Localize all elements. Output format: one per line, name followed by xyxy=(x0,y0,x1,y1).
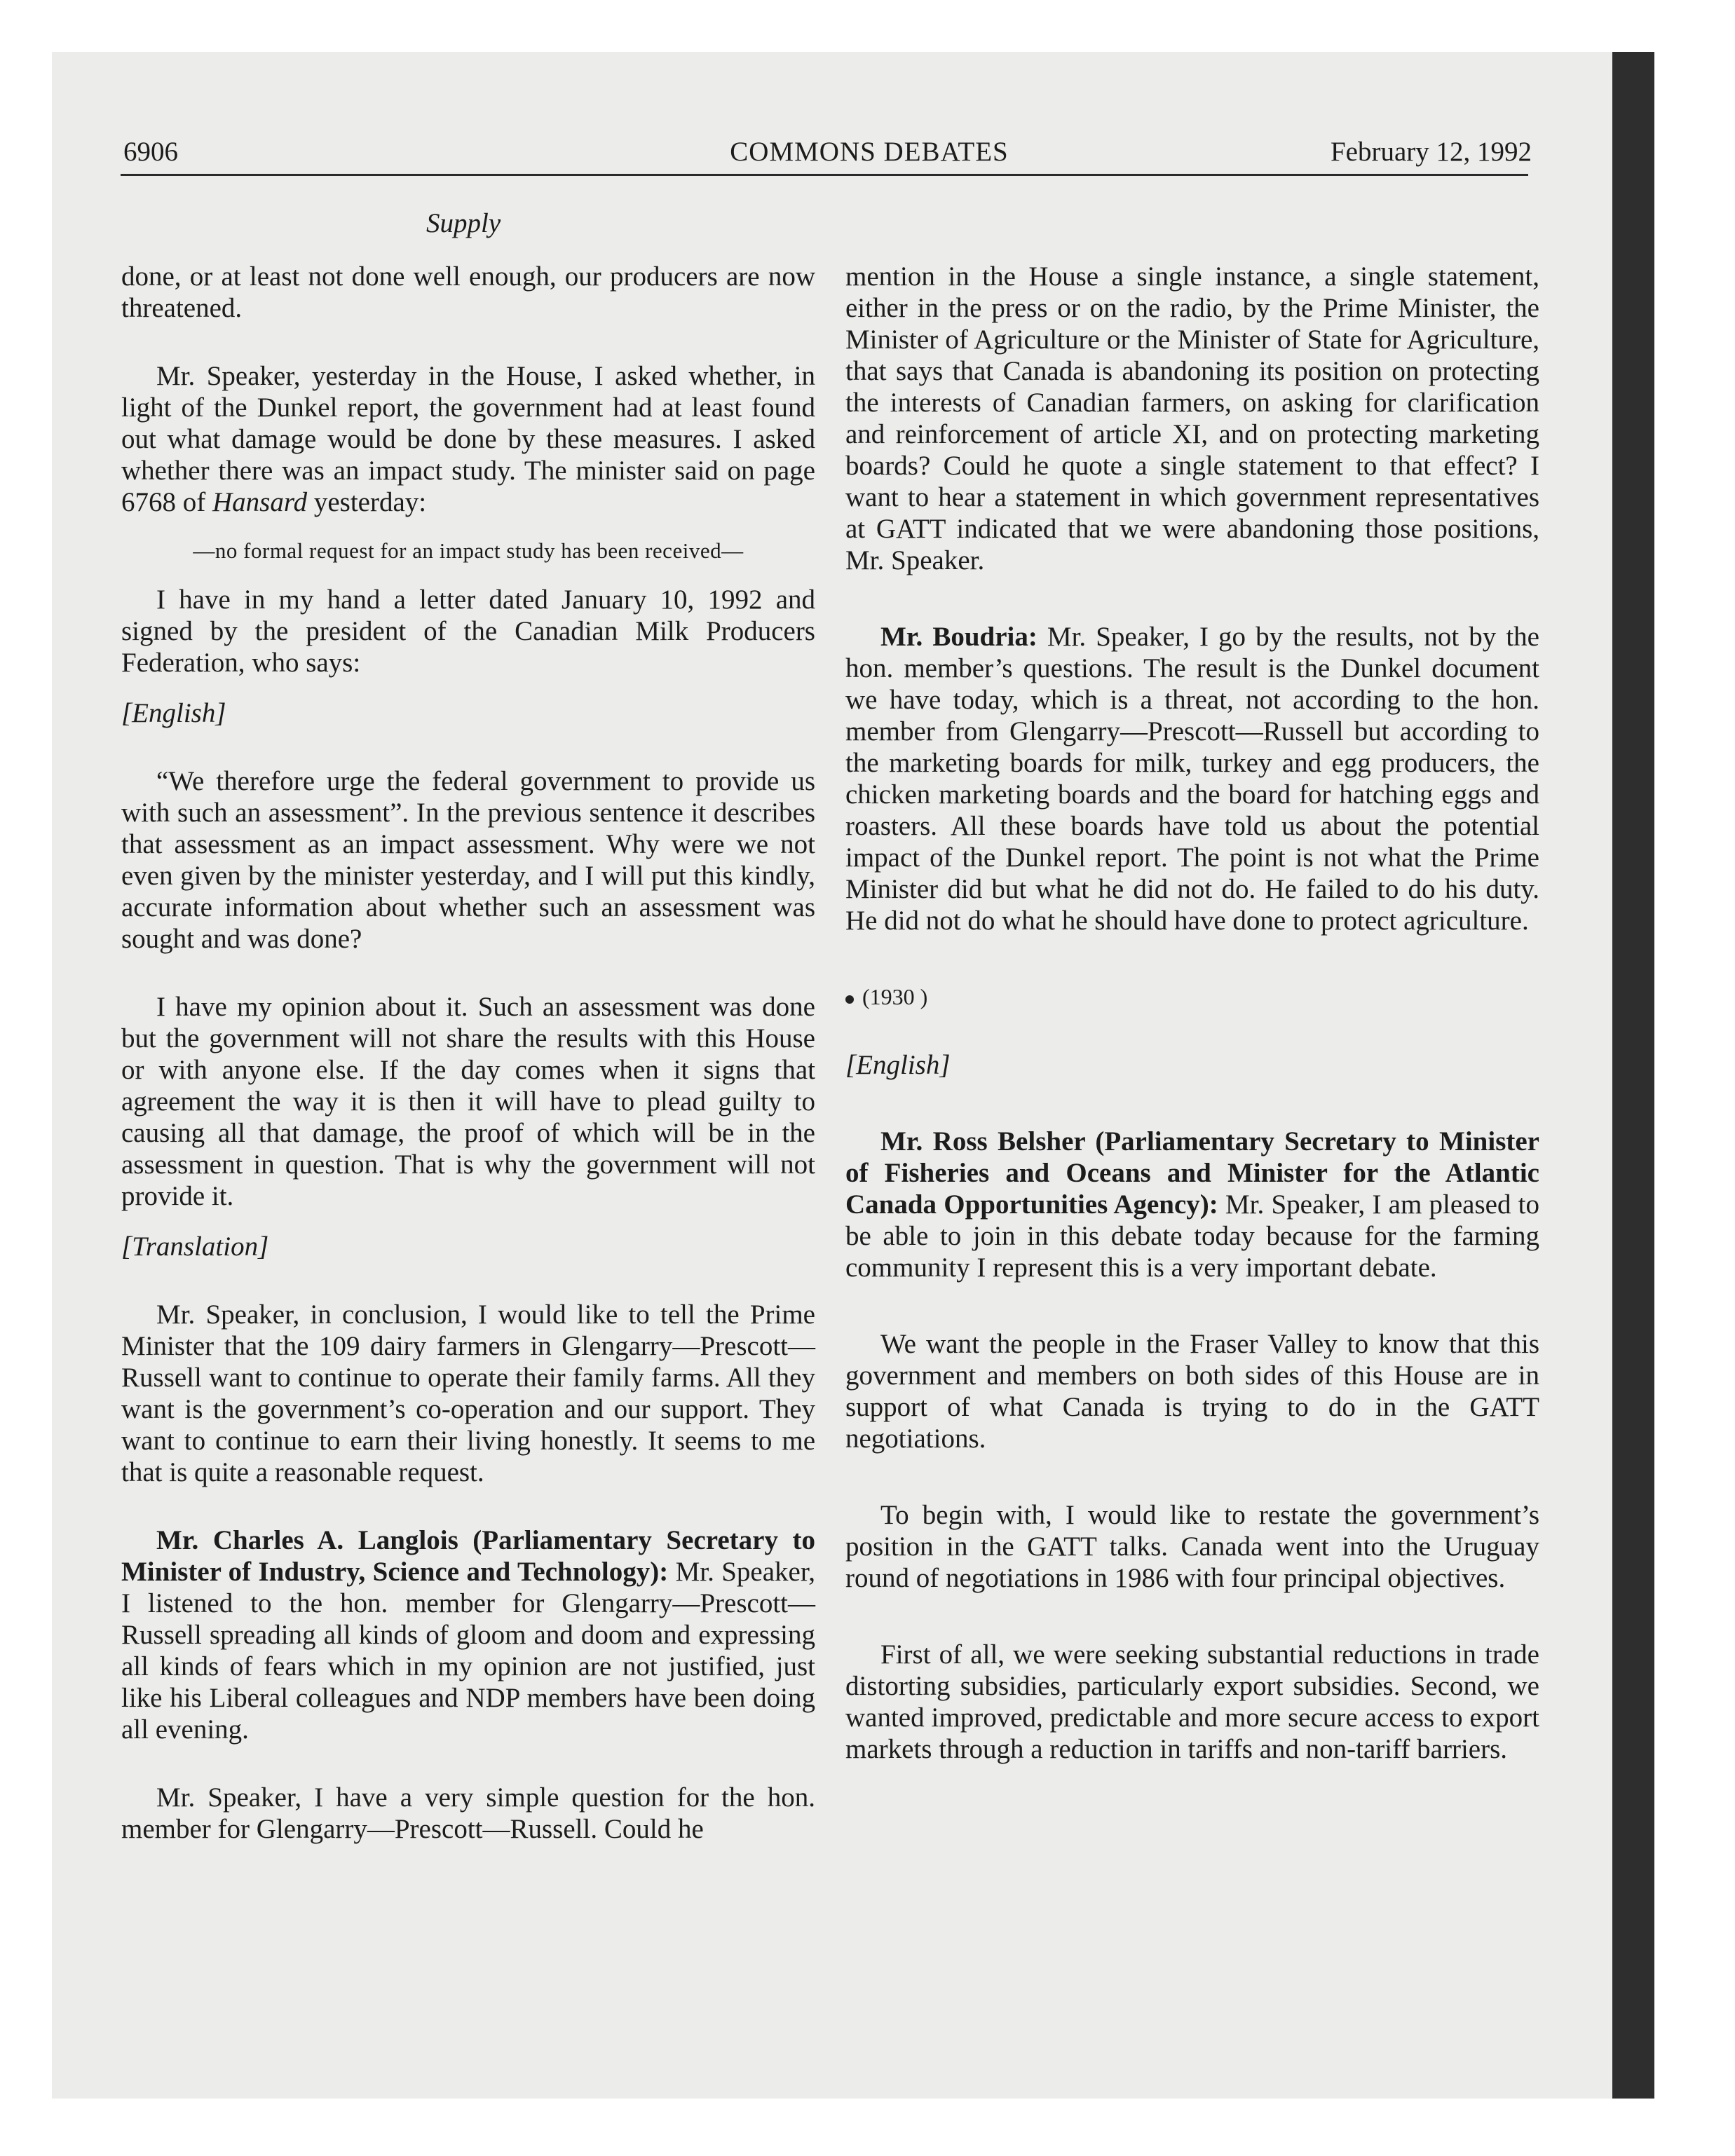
paragraph: Mr. Speaker, in conclusion, I would like to tell the Prime Minister that the 109 dairy farmers in Glengarry—Prescott—Russell want to continue to operate their family farms. All they want is the government’s co-operation and our support. They want to continue to earn their living honestly. It seems to me that is quite a reasonable request. xyxy=(121,1299,815,1487)
paragraph: Mr. Speaker, I have a very simple question for the hon. member for Glengarry—Prescott—Russell. Could he xyxy=(121,1782,815,1844)
language-marker: [English] xyxy=(845,1050,951,1080)
right-column xyxy=(845,261,1539,1765)
bullet-icon xyxy=(845,995,854,1004)
paragraph: Mr. Speaker, yesterday in the House, I asked whether, in light of the Dunkel report, the government had at least found out what damage would be done by these measures. I asked whether there was an impact study. The minister said on page 6768 of Hansard yesterday: xyxy=(121,361,815,517)
paragraph: I have my opinion about it. Such an assessment was done but the government will not share the results with this House or with anyone else. If the day comes when it signs that agreement the way it is then it will have to plead guilty to causing all that damage, the proof of which will be in the assessment in question. That is why the government will not provide it. xyxy=(121,992,815,1211)
speaker-name: Mr. Charles A. Langlois (Parliamentary Secretary to Minister of Industry, Science and Technology): xyxy=(121,1525,815,1587)
page-number: 6906 xyxy=(123,137,178,167)
italic-text: Hansard xyxy=(212,487,308,517)
paragraph: “We therefore urge the federal government to provide us with such an assessment”. In the previous sentence it describes that assessment as an impact assessment. Why were we not even given by the minister yesterday, and I will put this kindly, accurate information about whether such an assessment was sought and was done? xyxy=(121,766,815,954)
paragraph: First of all, we were seeking substantial reductions in trade distorting subsidies, particularly export subsidies. Second, we wanted improved, predictable and more secure access to export markets through a reduction in tariffs and non-tariff barriers. xyxy=(845,1639,1539,1764)
publication-title: COMMONS DEBATES xyxy=(730,137,1009,167)
section-heading: Supply xyxy=(426,208,501,238)
timestamp: (1930 ) xyxy=(845,981,1539,1013)
scan-edge-shadow xyxy=(1612,52,1654,2099)
block-quote: —no formal request for an impact study has been received— xyxy=(193,538,744,563)
left-column xyxy=(121,261,815,1845)
publication-date: February 12, 1992 xyxy=(1330,137,1532,167)
language-marker: [English] xyxy=(121,698,226,728)
language-marker: [Translation] xyxy=(121,1231,269,1262)
paragraph: We want the people in the Fraser Valley to know that this government and members on both sides of this House are in support of what Canada is trying to do in the GATT negotiations. xyxy=(845,1329,1539,1454)
paragraph: Mr. Ross Belsher (Parliamentary Secretary to Minister of Fisheries and Oceans and Minister for the Atlantic Canada Opportunities Agency): Mr. Speaker, I am pleased to be able to join in this debate today because for the farming community I represent this is a very important debate. xyxy=(845,1126,1539,1283)
speaker-name: Mr. Boudria: xyxy=(880,622,1037,652)
paragraph: I have in my hand a letter dated January 10, 1992 and signed by the president of the Canadian Milk Producers Federation, who says: xyxy=(121,585,815,678)
paragraph: mention in the House a single instance, a single statement, either in the press or on the radio, by the Prime Minister, the Minister of Agriculture or the Minister of State for Agriculture, that says that Canada is abandoning its position on protecting the interests of Canadian farmers, on asking for clarification and reinforcement of article XI, and on protecting marketing boards? Could he quote a single statement to that effect? I want to hear a statement in which government representatives at GATT indicated that we were abandoning those positions, Mr. Speaker. xyxy=(845,261,1539,575)
speaker-name: Mr. Ross Belsher (Parliamentary Secretary to Minister of Fisheries and Oceans and Minister for the Atlantic Canada Opportunities Agency): xyxy=(845,1126,1539,1220)
paragraph: To begin with, I would like to restate the government’s position in the GATT talks. Canada went into the Uruguay round of negotiations in 1986 with four principal objectives. xyxy=(845,1500,1539,1593)
paragraph: Mr. Charles A. Langlois (Parliamentary Secretary to Minister of Industry, Science and Technology): Mr. Speaker, I listened to the hon. member for Glengarry—Prescott—Russell spreading all kinds of gloom and doom and expressing all kinds of fears which in my opinion are not justified, just like his Liberal colleagues and NDP members have been doing all evening. xyxy=(121,1525,815,1745)
paragraph: Mr. Boudria: Mr. Speaker, I go by the results, not by the hon. member’s questions. The result is the Dunkel document we have today, which is a threat, not according to the hon. member from Glengarry—Prescott—Russell but according to the marketing boards for milk, turkey and egg producers, the chicken marketing boards and the board for hatching eggs and roasters. All these boards have told us about the potential impact of the Dunkel report. The point is not what the Prime Minister did but what he did not do. He failed to do his duty. He did not do what he should have done to protect agriculture. xyxy=(845,622,1539,936)
paragraph: done, or at least not done well enough, our producers are now threatened. xyxy=(121,261,815,323)
header-rule xyxy=(121,174,1528,176)
